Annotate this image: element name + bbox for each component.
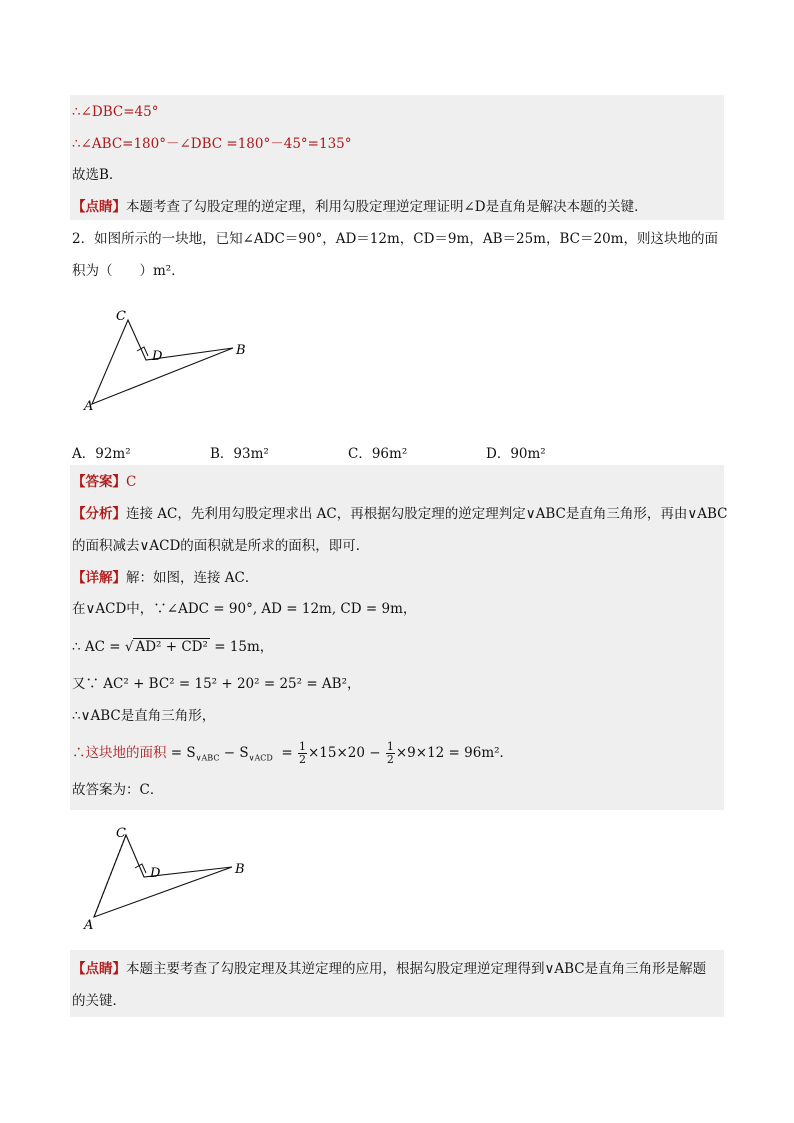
analysis-line2: 的面积减去∨ACD的面积就是所求的面积，即可． bbox=[72, 538, 370, 554]
comment-line2: 的关键． bbox=[72, 993, 126, 1009]
fraction-2: $\frac{1}{2}$ bbox=[386, 740, 394, 766]
comment-line1 bbox=[72, 960, 706, 978]
detail-step4: ∴∨ABC是直角三角形， bbox=[72, 708, 216, 724]
prev-comment-tag: 【点睛】 bbox=[72, 199, 126, 215]
quadrilateral-outline bbox=[92, 320, 233, 404]
detail-intro bbox=[72, 569, 258, 587]
fraction-1: $\frac{1}{2}$ bbox=[298, 740, 306, 766]
answer bbox=[72, 473, 136, 491]
comment-tag: 【点睛】 bbox=[72, 961, 126, 977]
prev-comment-text: 本题考查了勾股定理的逆定理，利用勾股定理逆定理证明∠D是直角是解决本题的关键． bbox=[126, 199, 648, 215]
label-B: B bbox=[236, 343, 246, 358]
detail-step2: ∴ AC = √ AD² + CD² = 15m， bbox=[72, 639, 274, 655]
prev-solution-line2: ∴∠ABC=180°－∠DBC =180°－45°=135° bbox=[72, 136, 352, 152]
question-line2: 积为（ ）m²． bbox=[72, 263, 185, 279]
label-D: D bbox=[152, 349, 163, 364]
option-d: D．90m² bbox=[486, 446, 546, 462]
question-line1: 2．如图所示的一块地，已知∠ADC＝90°，AD＝12m，CD＝9m，AB＝25m，BC＝20m，则这块地的面 bbox=[72, 231, 718, 247]
analysis-text-1: 连接 AC，先利用勾股定理求出 AC，再根据勾股定理的逆定理判定∨ABC是直角三角形，再由∨ABC bbox=[126, 506, 728, 522]
detail-step3: 又∵ AC² + BC² = 15² + 20² = 25² = AB²， bbox=[72, 676, 361, 692]
label-A: A bbox=[84, 399, 94, 414]
detail-final: 故答案为：C． bbox=[72, 782, 164, 798]
analysis-tag: 【分析】 bbox=[72, 506, 126, 522]
solution-figure bbox=[72, 815, 262, 943]
option-c: C．96m² bbox=[348, 446, 408, 462]
label-A: A bbox=[84, 918, 94, 933]
label-C: C bbox=[116, 309, 126, 324]
prev-solution-line3: 故选B． bbox=[72, 167, 123, 183]
detail-step1: 在∨ACD中，∵∠ADC = 90°, AD = 12m, CD = 9m， bbox=[72, 601, 417, 617]
option-b: B．93m² bbox=[210, 446, 269, 462]
question-figure bbox=[78, 300, 268, 420]
answer-tag: 【答案】 bbox=[72, 474, 126, 490]
label-C: C bbox=[116, 826, 126, 841]
detail-step5: ∴这块地的面积 = $S_{\vee ABC} - S_{\vee ACD}$ = $\frac{1}{2}$ ×15×20 − $\frac{1}{2}$ ×9×12 = 96m²． bbox=[72, 740, 514, 766]
prev-solution-line1: ∴∠DBC=45° bbox=[72, 104, 159, 120]
comment-text-1: 本题主要考查了勾股定理及其逆定理的应用，根据勾股定理逆定理得到∨ABC是直角三角形是解题 bbox=[126, 961, 707, 977]
label-D: D bbox=[150, 866, 161, 881]
detail-intro-text: 解：如图，连接 AC． bbox=[126, 570, 259, 586]
radicand: AD² + CD² bbox=[135, 639, 208, 655]
analysis-line1 bbox=[72, 505, 728, 523]
label-B: B bbox=[235, 862, 245, 877]
option-a: A．92m² bbox=[72, 446, 131, 462]
detail-tag: 【详解】 bbox=[72, 570, 126, 586]
prev-comment bbox=[72, 198, 648, 216]
answer-value: C bbox=[126, 474, 137, 490]
